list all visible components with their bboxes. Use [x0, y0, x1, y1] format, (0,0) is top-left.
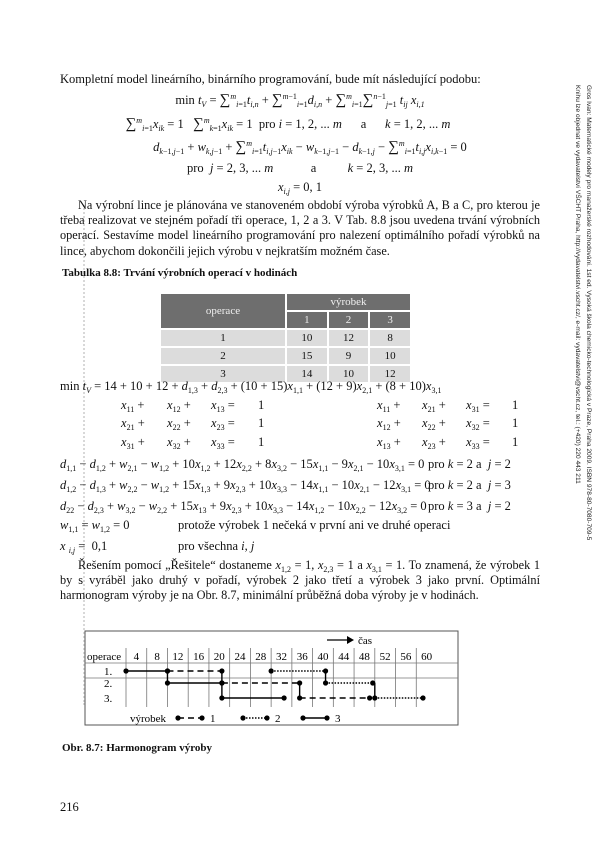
assignment-term: $x_{11}$ +: [121, 398, 145, 414]
legend-name: 2: [275, 713, 281, 725]
cell: 12: [369, 365, 411, 383]
balance-equation: $d_{1,1} - d_{1,2} + w_{2,1} - w_{1,2} + 10x_{1,2} + 12x_{2,2} + 8x_{3,2} - 15x_{1,1} - 9x_{2,1} - 10x_{3,1} = 0$: [60, 457, 425, 473]
assignment-term: $x_{33}$ =: [211, 435, 235, 451]
row-label: 1.: [104, 666, 113, 678]
time-tick: 36: [296, 651, 308, 663]
cell-op: 3: [160, 365, 286, 383]
assignment-term: 1: [258, 398, 265, 412]
page-number: 216: [60, 800, 79, 814]
cell: 8: [369, 329, 411, 347]
balance-condition: pro k = 3 a j = 2: [428, 499, 511, 513]
segment-product-1-point: [367, 695, 372, 700]
time-tick: 52: [379, 651, 391, 663]
legend-product-3-point: [300, 715, 305, 720]
model-range: pro j = 2, 3, ... m a k = 2, 3, ... m: [187, 161, 413, 175]
assignment-term: $x_{12}$ +: [377, 416, 401, 432]
legend-name: 1: [210, 713, 216, 725]
assignment-term: $x_{21}$ +: [121, 416, 145, 432]
time-tick: 16: [193, 651, 205, 663]
segment-product-2-point: [420, 695, 425, 700]
header-col: 2: [328, 311, 370, 329]
model-objective: $\min t_V = \sum^m_{i=1}t_{i,n} + \sum^{m-1}_{i=1}d_{i,n} + \sum^m_{i=1}\sum^{n-1}_{j=1}$ $t_{ij}$ $x_{i,1}$: [175, 92, 425, 109]
paragraph-problem-text: Na výrobní lince je plánována ve stanoveném období výroba výrobků A, B a C, pro kterou je třeba realizovat ve stejném pořadí tři operace, 1, 2 a 3. V Tab. 8.8 jsou uvedena trvání výrobních operací. Sestavíme model lineárního programování pro nalezení optimálního pořadí výrobků na lince, abychom dokončili jejich výrobu v nejkratším možném čase.: [60, 198, 540, 258]
time-tick: 28: [255, 651, 267, 663]
time-tick: 20: [213, 651, 225, 663]
time-tick: 60: [421, 651, 433, 663]
legend-product-1-point: [175, 715, 180, 720]
time-tick: 32: [276, 651, 287, 663]
assignment-term: 1: [512, 435, 519, 449]
assignment-term: $x_{31}$ =: [466, 398, 490, 414]
cell: 10: [369, 347, 411, 365]
cell: 15: [286, 347, 328, 365]
assignment-term: $x_{22}$ +: [422, 416, 446, 432]
assignment-term: $x_{23}$ +: [422, 435, 446, 451]
side-note-order: Knihu lze objednat ve vydavatelství VŠCHT Praha, http://vydavatelstvi.vscht.cz/, e-mail: vydavatelstvi@vscht.cz, tel.: (+420) 220 443 211: [574, 85, 581, 484]
cell-op: 1: [160, 329, 286, 347]
assignment-term: $x_{31}$ +: [121, 435, 145, 451]
w-note: protože výrobek 1 nečeká v první ani ve druhé operaci: [178, 518, 451, 532]
balance-condition: pro k = 2 a j = 2: [428, 457, 511, 471]
cell: 14: [286, 365, 328, 383]
segment-product-3-point: [123, 668, 128, 673]
model-assignment: $\sum^m_{i=1}x_{ik} = 1$ $\sum^m_{k=1}x_{ik} = 1$ pro i = 1, 2, ... m a k = 1, 2, ... m: [125, 116, 451, 133]
header-col: 3: [369, 311, 411, 329]
time-tick: 48: [358, 651, 370, 663]
model-binary: $x_{i,j} = 0$, 1: [277, 180, 323, 196]
assignment-term: $x_{13}$ +: [377, 435, 401, 451]
assignment-term: 1: [258, 435, 265, 449]
assignment-term: 1: [512, 398, 519, 412]
time-tick: 44: [338, 651, 350, 663]
legend-name: 3: [335, 713, 341, 725]
assignment-term: 1: [258, 416, 265, 430]
balance-equation: $d_{22} - d_{2,3} + w_{3,2} - w_{2,2} + 15x_{13} + 9x_{2,3} + 10x_{3,3} - 14x_{1,2} - 10x_{2,2} - 12x_{3,2} = 0$: [60, 499, 427, 515]
time-arrow-head-icon: [347, 636, 354, 644]
balance-condition: pro k = 2 a j = 3: [428, 478, 511, 492]
time-tick: 4: [133, 651, 140, 663]
legend-product-3-point: [324, 715, 329, 720]
legend-product-1-point: [199, 715, 204, 720]
cell-op: 2: [160, 347, 286, 365]
side-note-citation: Gros Ivan: Matematické modely pro manažerské rozhodování. 1st ed. Vysoká škola chemicko-technologická v Praze, Praha 2009. ISBN 978-80-7080-709-5: [585, 85, 592, 541]
cell: 10: [286, 329, 328, 347]
side-note: [572, 85, 594, 605]
w-equation: $w_{1,1} = w_{1,2} = 0$: [60, 518, 130, 534]
legend-product-2-point: [264, 715, 269, 720]
model-balance: $d_{k-1,j-1} + w_{k,j-1} + \sum^m_{i=1}t_{i,j-1}x_{ik} - w_{k-1,j-1} - d_{k-1,j} - \sum^m_{i=1}t_{i,j}x_{i,k-1} = 0$: [153, 139, 467, 156]
time-tick: 8: [154, 651, 160, 663]
time-label: čas: [358, 635, 373, 647]
x-note: pro všechna i, j: [178, 539, 255, 553]
segment-product-2-point: [269, 668, 274, 673]
instance-objective: $\min t_V = 14 + 10 + 12 + d_{1,3} + d_{2,3} + (10 + 15)x_{1,1} + (12 + 9)x_{2,1} + (8 + 10)x_{3,1}$: [60, 379, 442, 395]
intro-text: Kompletní model lineárního, binárního programování, bude mít následující podobu:: [60, 72, 481, 86]
header-operace: operace: [87, 651, 122, 663]
header-vyrobek: výrobek: [286, 293, 411, 311]
assignment-term: $x_{23}$ =: [211, 416, 235, 432]
assignment-term: $x_{32}$ +: [167, 435, 191, 451]
time-tick: 24: [234, 651, 246, 663]
segment-product-3-point: [281, 695, 286, 700]
cell: 9: [328, 347, 370, 365]
table-caption: Tabulka 8.8: Trvání výrobních operací v hodinách: [62, 267, 298, 279]
paragraph-solution-text: Řešením pomocí „Řešitele“ dostaneme $x_{1,2} = 1$, $x_{2,3} = 1$ a $x_{3,1} = 1$. To znamená, že výrobek 1 by s vyráběl jako druhý v pořadí, výrobek 2 jako třetí a výrobek 3 jako první. Optimální harmonogram výroby je na Obr. 8.7, minimální průběžná doba výroby je v hodinách.: [60, 558, 541, 603]
time-tick: 40: [317, 651, 329, 663]
assignment-term: $x_{21}$ +: [422, 398, 446, 414]
time-tick: 56: [400, 651, 412, 663]
header-col: 1: [286, 311, 328, 329]
row-label: 3.: [104, 693, 113, 705]
assignment-term: $x_{22}$ +: [167, 416, 191, 432]
figure-caption: Obr. 8.7: Harmonogram výroby: [62, 742, 213, 754]
header-operace: operace: [160, 293, 286, 329]
time-tick: 12: [172, 651, 184, 663]
legend-label: výrobek: [130, 713, 167, 725]
assignment-term: $x_{11}$ +: [377, 398, 401, 414]
row-label: 2.: [104, 678, 113, 690]
assignment-term: 1: [512, 416, 519, 430]
cell: 10: [328, 365, 370, 383]
x-equation: x $_{i,j}$ = 0,1: [60, 539, 108, 555]
assignment-term: $x_{32}$ =: [466, 416, 490, 432]
cell: 12: [328, 329, 370, 347]
assignment-term: $x_{13}$ =: [211, 398, 235, 414]
balance-equation: $d_{1,2} - d_{1,3} + w_{2,2} - w_{1,2} + 15x_{1,3} + 9x_{2,3} + 10x_{3,3} - 14x_{1,1} - 10x_{2,1} - 12x_{3,1} = 0$: [60, 478, 431, 494]
assignment-term: $x_{12}$ +: [167, 398, 191, 414]
legend-product-2-point: [240, 715, 245, 720]
assignment-term: $x_{33}$ =: [466, 435, 490, 451]
